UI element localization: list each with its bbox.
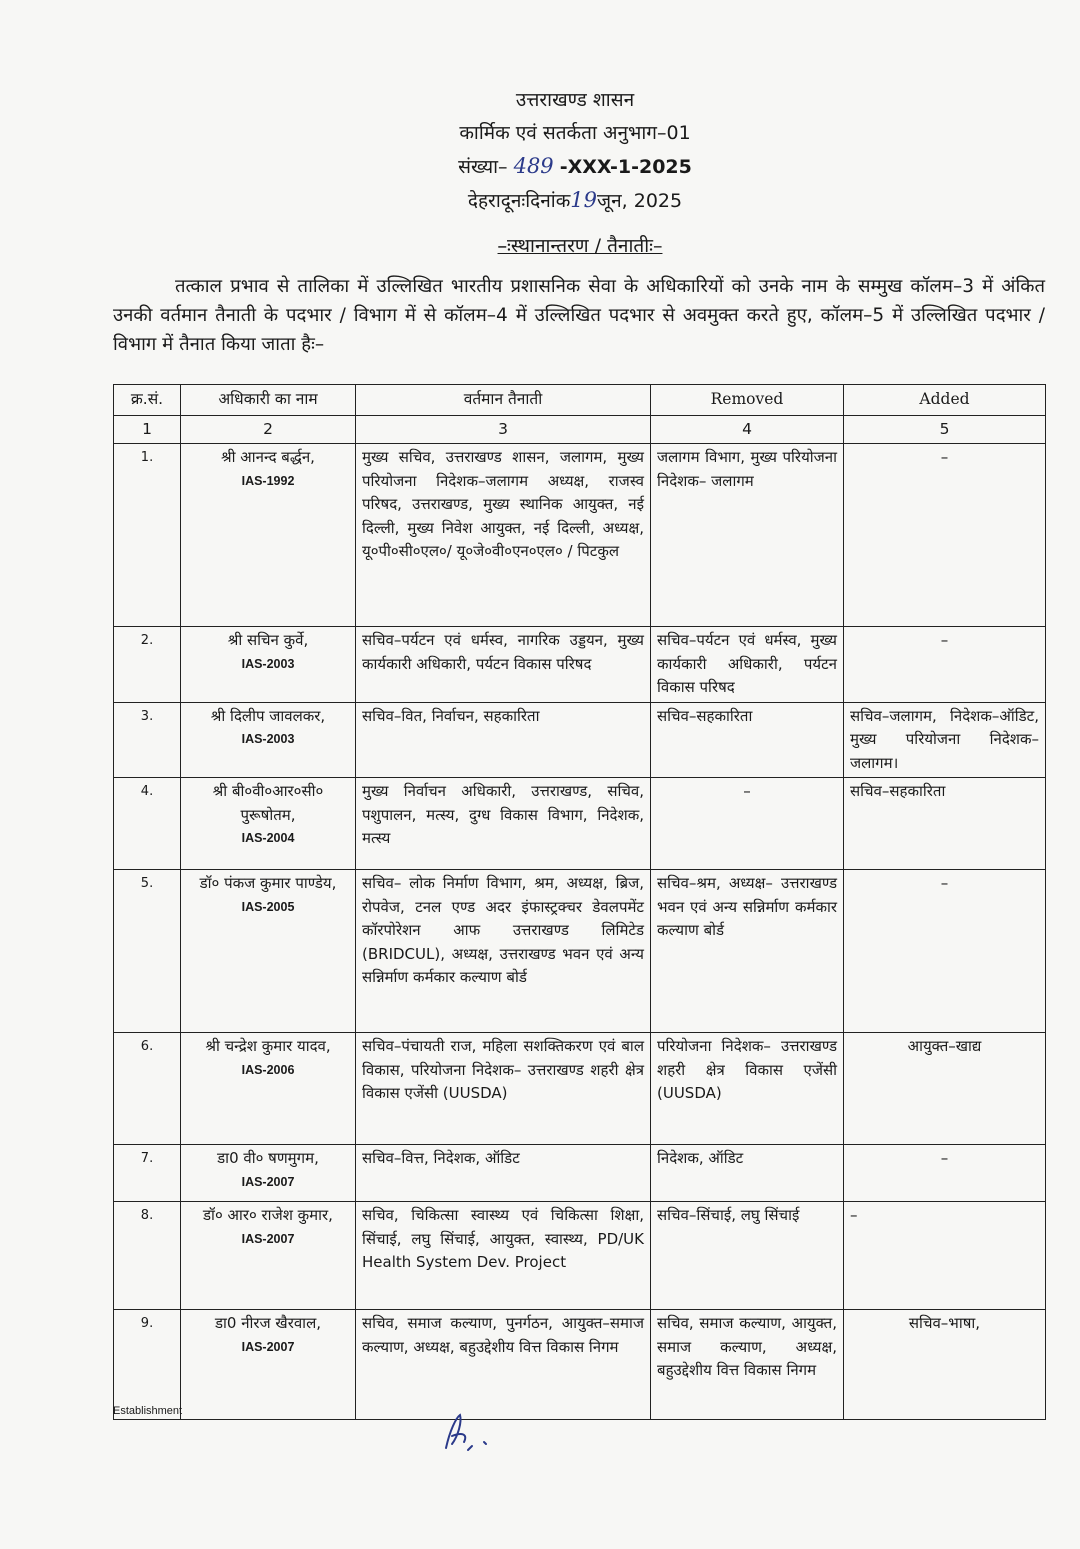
- order-number: संख्या– 489 -XXX-1-2025: [458, 154, 692, 178]
- header-name: अधिकारी का नाम: [181, 385, 356, 416]
- serial-number: 2.: [114, 627, 181, 703]
- current-posting: मुख्य निर्वाचन अधिकारी, उत्तराखण्ड, सचिव, पशुपालन, मत्स्य, दुग्ध विकास विभाग, निदेशक, मत्स्य: [356, 778, 651, 870]
- officer-name: श्री आनन्द बर्द्धन,: [221, 448, 315, 466]
- ias-batch: IAS-2007: [241, 1174, 295, 1189]
- current-posting: सचिव, समाज कल्याण, पुनर्गठन, आयुक्त–समाज कल्याण, अध्यक्ष, बहुउद्देशीय वित्त विकास निगम: [356, 1310, 651, 1420]
- current-posting: सचिव– लोक निर्माण विभाग, श्रम, अध्यक्ष, ब्रिज, रोपवेज, टनल एण्ड अदर इंफास्ट्रक्चर डेवलपमेंट कॉरपोरेशन आफ उत्तराखण्ड लिमिटेड (BRIDCUL), अध्यक्ष, उत्तराखण्ड भवन एवं अन्य सन्निर्माण कर्मकार कल्याण बोर्ड: [356, 870, 651, 1033]
- table-row: [114, 702, 1046, 778]
- officer-name-cell: [181, 1145, 356, 1202]
- officer-name-cell: [181, 627, 356, 703]
- removed-posting: सचिव, समाज कल्याण, आयुक्त, समाज कल्याण, अध्यक्ष, बहुउद्देशीय वित्त विकास निगम: [651, 1310, 844, 1420]
- removed-posting: सचिव–श्रम, अध्यक्ष– उत्तराखण्ड भवन एवं अन्य सन्निर्माण कर्मकार कल्याण बोर्ड: [651, 870, 844, 1033]
- ias-batch: IAS-2007: [241, 1339, 295, 1354]
- officer-name: श्री बी०वी०आर०सी० पुरूषोतम,: [212, 782, 324, 824]
- order-date: देहरादूनःदिनांक19जून, 2025: [467, 188, 683, 212]
- table-header-row: [114, 385, 1046, 416]
- order-paragraph: तत्काल प्रभाव से तालिका में उल्लिखित भारतीय प्रशासनिक सेवा के अधिकारियों को उनके नाम के सम्मुख कॉलम–3 में अंकित उनकी वर्तमान तैनाती के पदभार / विभाग में से कॉलम–4 में उल्लिखित पदभार से अवमुक्त करते हुए, कॉलम–5 में उल्लिखित पदभार / विभाग में तैनात किया जाता हैः–: [113, 276, 1045, 355]
- ias-batch: IAS-1992: [241, 473, 295, 488]
- officer-name-cell: [181, 870, 356, 1033]
- col-number: 2: [181, 415, 356, 444]
- officer-name: श्री सचिन कुर्वे,: [227, 631, 309, 649]
- ias-batch: IAS-2003: [241, 732, 295, 746]
- table-row: [114, 870, 1046, 1033]
- removed-posting: निदेशक, ऑडिट: [651, 1145, 844, 1202]
- footer-establishment: Establishment: [113, 1405, 183, 1417]
- serial-number: 4.: [114, 778, 181, 870]
- officer-name: डा0 वी० षणमुगम,: [217, 1149, 319, 1167]
- col-number: 3: [356, 415, 651, 444]
- col-number: 5: [844, 415, 1046, 444]
- header-removed: Removed: [651, 385, 844, 416]
- current-posting: मुख्य सचिव, उत्तराखण्ड शासन, जलागम, मुख्य परियोजना निदेशक–जलागम अध्यक्ष, राजस्व परिषद, उत्तराखण्ड, मुख्य स्थानिक आयुक्त, नई दिल्ली, मुख्य निवेश आयुक्त, नई दिल्ली, अध्यक्ष, यू०पी०सी०एल०/ यू०जे०वी०एन०एल० / पिटकुल: [356, 444, 651, 627]
- handwritten-date: 19: [570, 188, 598, 212]
- officer-name-cell: [181, 702, 356, 778]
- added-posting: –: [844, 1145, 1046, 1202]
- col-number: 1: [114, 415, 181, 444]
- table-row: [114, 778, 1046, 870]
- added-posting: –: [844, 627, 1046, 703]
- added-posting: सचिव–भाषा,: [844, 1310, 1046, 1420]
- current-posting: सचिव–पर्यटन एवं धर्मस्व, नागरिक उड्डयन, मुख्य कार्यकारी अधिकारी, पर्यटन विकास परिषद: [356, 627, 651, 703]
- officer-name: श्री दिलीप जावलकर,: [210, 706, 326, 725]
- current-posting: सचिव–पंचायती राज, महिला सशक्तिकरण एवं बाल विकास, परियोजना निदेशक– उत्तराखण्ड शहरी क्षेत्र विकास एजेंसी (UUSDA): [356, 1033, 651, 1145]
- department-title: कार्मिक एवं सतर्कता अनुभाग–01: [459, 122, 691, 144]
- serial-number: 5.: [114, 870, 181, 1033]
- header-added: Added: [844, 385, 1046, 416]
- ias-batch: IAS-2007: [241, 1231, 295, 1246]
- table-row: [114, 1310, 1046, 1420]
- table-row: [114, 1202, 1046, 1310]
- transfer-table: [113, 384, 1046, 1420]
- officer-name-cell: [181, 1310, 356, 1420]
- removed-posting: जलागम विभाग, मुख्य परियोजना निदेशक– जलागम: [651, 444, 844, 627]
- officer-name-cell: [181, 444, 356, 627]
- serial-number: 6.: [114, 1033, 181, 1145]
- serial-number: 1.: [114, 444, 181, 627]
- table-row: [114, 1145, 1046, 1202]
- header-sn: क्र.सं.: [114, 385, 181, 416]
- serial-number: 8.: [114, 1202, 181, 1310]
- officer-name: श्री चन्द्रेश कुमार यादव,: [205, 1037, 331, 1055]
- added-posting: सचिव–जलागम, निदेशक–ऑडिट, मुख्य परियोजना निदेशक– जलागम।: [844, 702, 1046, 778]
- officer-name-cell: [181, 1033, 356, 1145]
- officer-name: डा0 नीरज खैरवाल,: [214, 1314, 322, 1332]
- added-posting: –: [844, 870, 1046, 1033]
- officer-name-cell: [181, 1202, 356, 1310]
- ias-batch: IAS-2004: [241, 831, 295, 845]
- table-row: [114, 444, 1046, 627]
- removed-posting: सचिव–सहकारिता: [651, 702, 844, 778]
- officer-name: डॉ० आर० राजेश कुमार,: [203, 1206, 333, 1224]
- document-header: [0, 84, 1080, 218]
- added-posting: –: [844, 1202, 1046, 1310]
- removed-posting: सचिव–सिंचाई, लघु सिंचाई: [651, 1202, 844, 1310]
- subject-line: –ःस्थानान्तरण / तैनातीः–: [497, 235, 663, 257]
- ias-batch: IAS-2003: [241, 656, 295, 671]
- signature: [438, 1410, 498, 1455]
- serial-number: 7.: [114, 1145, 181, 1202]
- ias-batch: IAS-2005: [241, 899, 295, 914]
- current-posting: सचिव–वित्त, निदेशक, ऑडिट: [356, 1145, 651, 1202]
- removed-posting: सचिव–पर्यटन एवं धर्मस्व, मुख्य कार्यकारी अधिकारी, पर्यटन विकास परिषद: [651, 627, 844, 703]
- table-row: [114, 1033, 1046, 1145]
- handwritten-number: 489: [513, 154, 554, 178]
- removed-posting: परियोजना निदेशक– उत्तराखण्ड शहरी क्षेत्र विकास एजेंसी (UUSDA): [651, 1033, 844, 1145]
- officer-name: डॉ० पंकज कुमार पाण्डेय,: [199, 874, 337, 892]
- table-row: [114, 627, 1046, 703]
- header-current: वर्तमान तैनाती: [356, 385, 651, 416]
- serial-number: 3.: [114, 702, 181, 778]
- officer-name-cell: [181, 778, 356, 870]
- added-posting: –: [844, 444, 1046, 627]
- current-posting: सचिव, चिकित्सा स्वास्थ्य एवं चिकित्सा शिक्षा, सिंचाई, लघु सिंचाई, आयुक्त, स्वास्थ्य, PD/UK Health System Dev. Project: [356, 1202, 651, 1310]
- current-posting: सचिव–वित, निर्वाचन, सहकारिता: [356, 702, 651, 778]
- serial-number: 9.: [114, 1310, 181, 1420]
- removed-posting: –: [651, 778, 844, 870]
- col-number: 4: [651, 415, 844, 444]
- govt-title: उत्तराखण्ड शासन: [515, 89, 635, 111]
- added-posting: सचिव–सहकारिता: [844, 778, 1046, 870]
- column-number-row: [114, 415, 1046, 444]
- added-posting: आयुक्त–खाद्य: [844, 1033, 1046, 1145]
- ias-batch: IAS-2006: [241, 1062, 295, 1077]
